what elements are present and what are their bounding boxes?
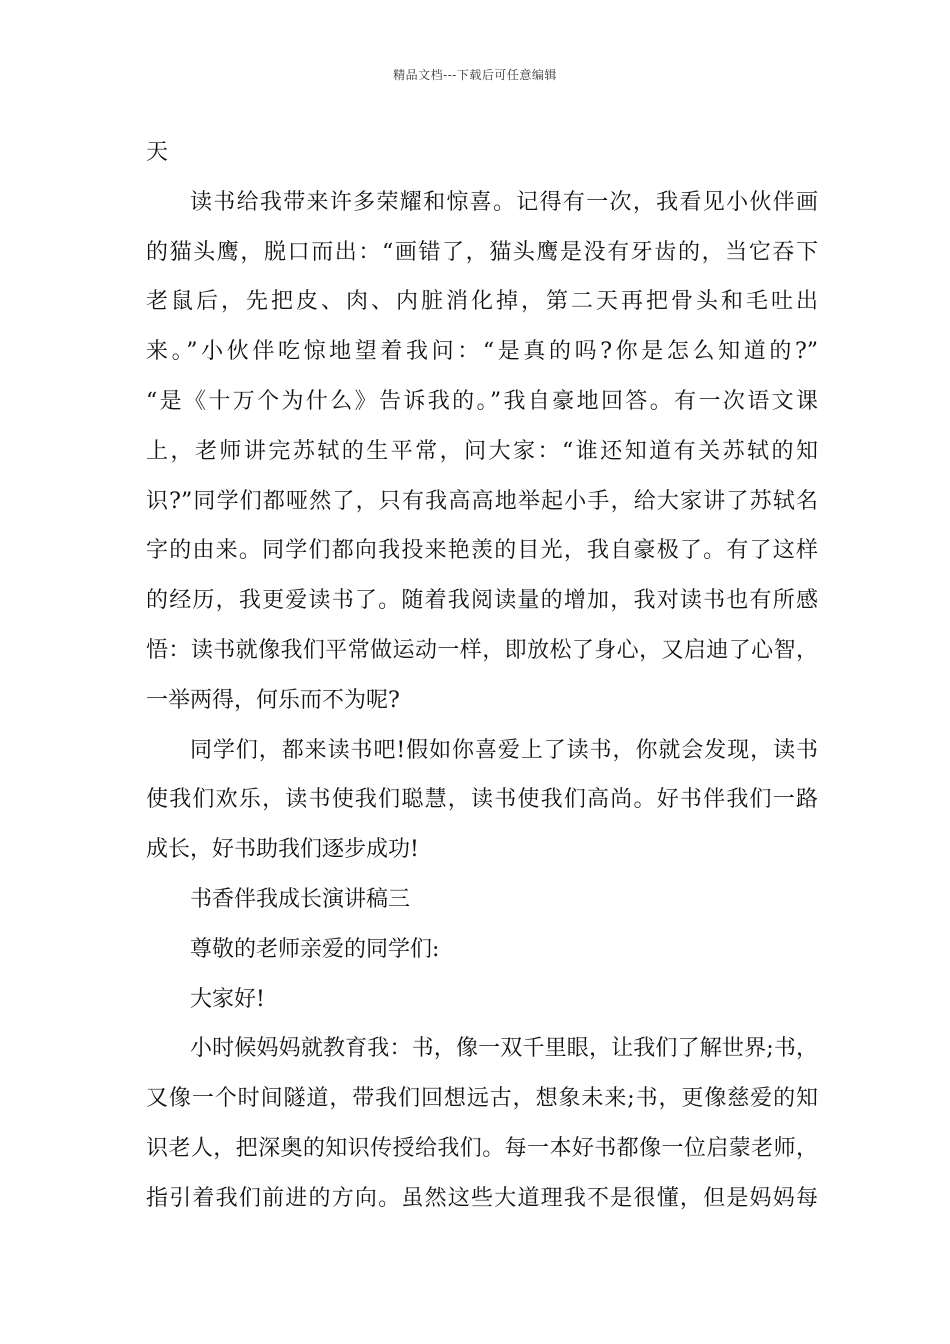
text-line: 的经历，我更爱读书了。随着我阅读量的增加，我对读书也有所感 (146, 588, 818, 614)
text-line: 上，老师讲完苏轼的生平常，问大家：“谁还知道有关苏轼的知 (146, 438, 818, 464)
text-line: 小时候妈妈就教育我：书，像一双千里眼，让我们了解世界;书， (190, 1036, 818, 1062)
text-line: 来。”小伙伴吃惊地望着我问：“是真的吗?你是怎么知道的?” (146, 339, 818, 365)
document-body (146, 128, 818, 1224)
salutation: 尊敬的老师亲爱的同学们: (190, 936, 440, 962)
text-line: 成长，好书助我们逐步成功! (146, 837, 419, 863)
text-line: 字的由来。同学们都向我投来艳羡的目光，我自豪极了。有了这样 (146, 538, 818, 564)
text-line: 天 (146, 140, 169, 165)
text-line: 识老人，把深奥的知识传授给我们。每一本好书都像一位启蒙老师， (146, 1135, 818, 1161)
text-line: 一举两得，何乐而不为呢? (146, 687, 400, 713)
text-line: 又像一个时间隧道，带我们回想远古，想象未来;书，更像慈爱的知 (146, 1086, 818, 1112)
page-header: 精品文档---下载后可任意编辑 (393, 68, 557, 82)
text-line: 老鼠后，先把皮、肉、内脏消化掉，第二天再把骨头和毛吐出 (146, 289, 818, 315)
text-line: 使我们欢乐，读书使我们聪慧，读书使我们高尚。好书伴我们一路 (146, 787, 818, 813)
text-line: 读书给我带来许多荣耀和惊喜。记得有一次，我看见小伙伴画 (190, 189, 818, 215)
text-line: 悟：读书就像我们平常做运动一样，即放松了身心，又启迪了心智， (146, 637, 818, 663)
text-line: 的猫头鹰，脱口而出：“画错了，猫头鹰是没有牙齿的，当它吞下 (146, 239, 818, 265)
text-line: 同学们，都来读书吧!假如你喜爱上了读书，你就会发现，读书 (190, 737, 818, 763)
greeting: 大家好! (190, 986, 265, 1012)
text-line: 识?”同学们都哑然了，只有我高高地举起小手，给大家讲了苏轼名 (146, 488, 818, 514)
section-title: 书香伴我成长演讲稿三 (190, 886, 411, 912)
text-line: 指引着我们前进的方向。虽然这些大道理我不是很懂，但是妈妈每 (146, 1185, 818, 1211)
text-line: “是《十万个为什么》告诉我的。”我自豪地回答。有一次语文课 (146, 388, 818, 414)
